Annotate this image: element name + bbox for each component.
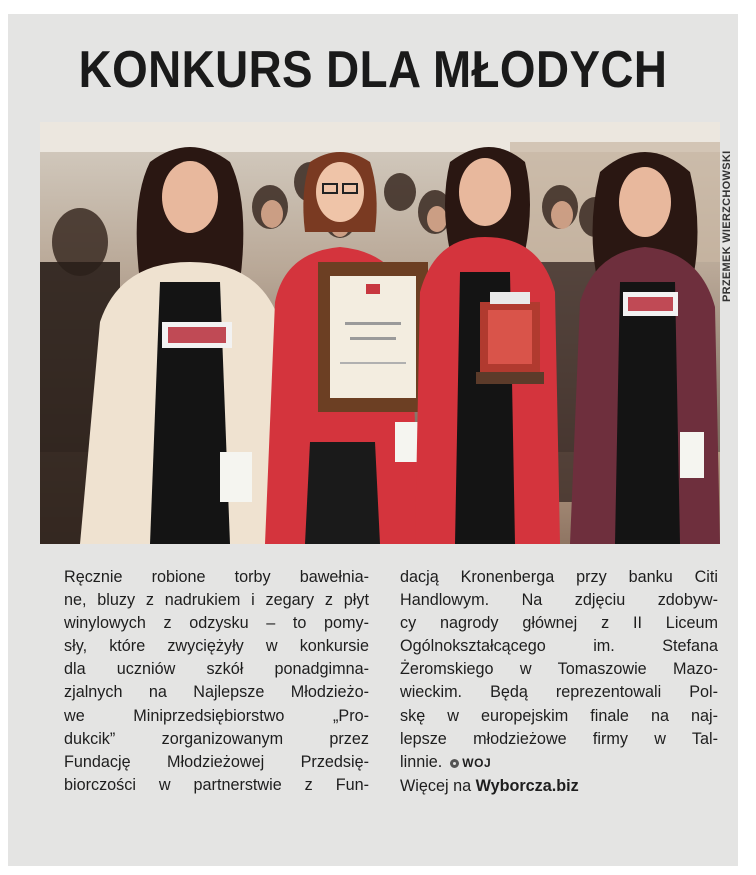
more-info-site: Wyborcza.biz xyxy=(475,776,579,795)
article-line: Fundację Młodzieżowej Przedsię- xyxy=(64,752,369,771)
more-info-line xyxy=(400,775,718,798)
article-line: Ręcznie robione torby bawełnia- xyxy=(64,568,369,586)
article-line: wieckim. Będą reprezentowali Pol- xyxy=(400,683,718,702)
signature-dot-icon xyxy=(450,759,459,768)
photo-illustration xyxy=(40,122,720,544)
article-line: lepsze młodzieżowe firmy w Tal- xyxy=(400,729,718,748)
article-line: zjalnych na Najlepsze Młodzieżo- xyxy=(64,683,369,702)
article-line: Żeromskiego w Tomaszowie Mazo- xyxy=(400,660,718,679)
article-line: we Miniprzedsiębiorstwo „Pro- xyxy=(64,706,369,725)
article-photo xyxy=(40,122,720,544)
article-line: dukcik” zorganizowanym przez xyxy=(64,729,369,748)
article-line: cy nagrody głównej z II Liceum xyxy=(400,614,718,633)
article-line: Ogólnokształcącego im. Stefana xyxy=(400,637,718,656)
article-line: ne, bluzy z nadrukiem i zegary z płyt xyxy=(64,591,369,610)
article-line: Handlowym. Na zdjęciu zdobyw- xyxy=(400,591,718,610)
headline: KONKURS DLA MŁODYCH xyxy=(78,41,668,99)
article-line-text: linnie. xyxy=(400,752,443,771)
article-column-1 xyxy=(64,566,369,797)
article-line: dacją Kronenberga przy banku Citi xyxy=(400,568,718,586)
article-column-2 xyxy=(400,566,718,798)
photo-credit: PRZEMEK WIERZCHOWSKI xyxy=(721,150,733,302)
author-signature: WOJ xyxy=(462,755,492,770)
article-line: sły, które zwyciężyły w konkursie xyxy=(64,637,369,656)
more-info-prefix: Więcej na xyxy=(400,776,472,795)
article-frame xyxy=(8,14,738,866)
article-line: winylowych z odzysku – to pomy- xyxy=(64,614,369,633)
article-line: biorczości w partnerstwie z Fun- xyxy=(64,775,369,794)
article-last-line xyxy=(400,751,718,775)
article-line: skę w europejskim finale na naj- xyxy=(400,706,718,725)
article-line: dla uczniów szkół ponadgimna- xyxy=(64,660,369,679)
